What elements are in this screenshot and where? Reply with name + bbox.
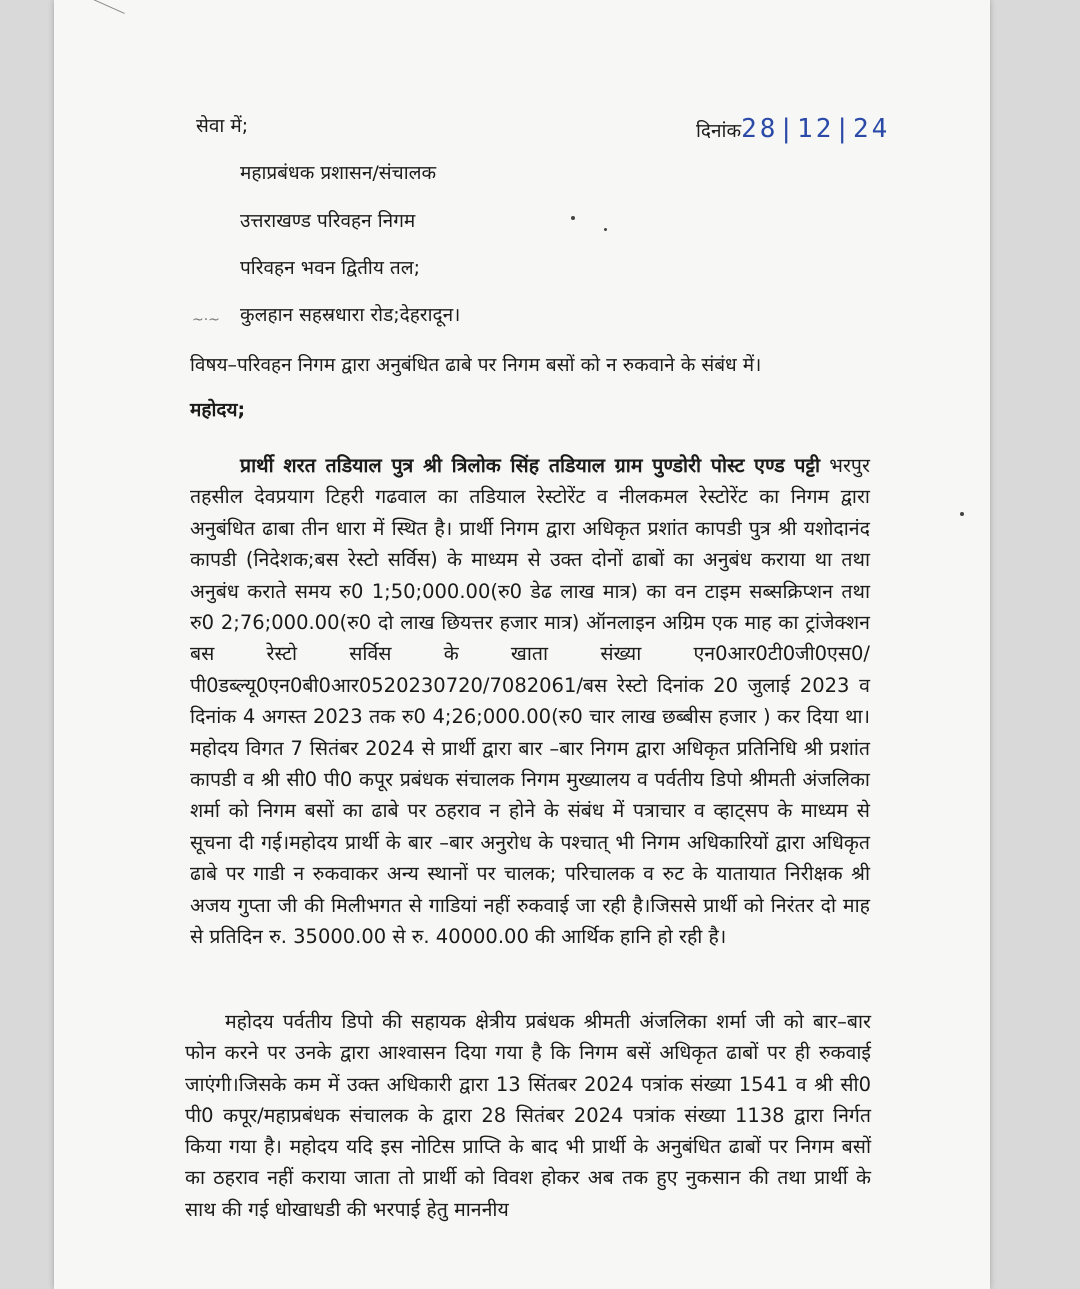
paper-crease (93, 0, 124, 14)
paragraph-1 (190, 450, 870, 953)
letter-page (54, 0, 990, 1289)
greeting: महोदय; (190, 399, 246, 421)
recipient-line-2: उत्तराखण्ड परिवहन निगम (240, 210, 416, 232)
smudge-mark: ~·~ (192, 312, 220, 328)
recipient-line-1: महाप्रबंधक प्रशासन/संचालक (240, 162, 437, 184)
date-block (696, 114, 890, 144)
recipient-line-4: कुलहान सहस्रधारा रोड;देहरादून। (240, 304, 461, 326)
ink-dot (604, 228, 607, 231)
paragraph-1-body: भरपुर तहसील देवप्रयाग टिहरी गढवाल का तडियाल रेस्टोरेंट व नीलकमल रेस्टोरेंट का निगम द्वारा अनुबंधित ढाबा तीन धारा में स्थित है। प्रार्थी निगम द्वारा अधिकृत प्रशांत कापडी पुत्र श्री यशोदानंद कापडी (निदेशक;बस रेस्टो सर्विस) के माध्यम से उक्त दोनों ढाबों का अनुबंध कराया था तथा अनुबंध कराते समय रु0 1;50;000.00(रु0 डेढ लाख मात्र) का वन टाइम सब्सक्रिप्शन तथा रु0 2;76;000.00(रु0 दो लाख छियत्तर हजार मात्र) ऑनलाइन अग्रिम एक माह का ट्रांजेक्शन बस रेस्टो सर्विस के खाता संख्या एन0आर0टी0जी0एस0/पी0डब्ल्यू0एन0बी0आर0520230720/7082061/बस रेस्टो दिनांक 20 जुलाई 2023 व दिनांक 4 अगस्त 2023 तक रु0 4;26;000.00(रु0 चार लाख छब्बीस हजार ) कर दिया था। महोदय विगत 7 सितंबर 2024 से प्रार्थी द्वारा बार –बार निगम द्वारा अधिकृत प्रतिनिधि श्री प्रशांत कापडी व श्री सी0 पी0 कपूर प्रबंधक संचालक निगम मुख्यालय व पर्वतीय डिपो श्रीमती अंजलिका शर्मा को निगम बसों का ढाबे पर ठहराव न होने के संबंध में पत्राचार व व्हाट्सप के माध्यम से सूचना दी गई।महोदय प्रार्थी के बार –बार अनुरोध के पश्चात् भी निगम अधिकारियों द्वारा अधिकृत ढाबे पर गाडी न रुकवाकर अन्य स्थानों पर चालक; परिचालक व रुट के यातायात निरीक्षक श्री अजय गुप्ता जी की मिलीभगत से गाडियां नहीं रुकवाई जा रही है।जिससे प्रार्थी को निरंतर दो माह से प्रतिदिन रु. 35000.00 से रु. 40000.00 की आर्थिक हानि हो रही है। (190, 454, 870, 949)
recipient-line-3: परिवहन भवन द्वितीय तल; (240, 257, 420, 279)
paragraph-2-lead: महोदय (225, 1010, 274, 1033)
salutation-to: सेवा में; (196, 115, 249, 137)
paragraph-2-body: पर्वतीय डिपो की सहायक क्षेत्रीय प्रबंधक श्रीमती अंजलिका शर्मा जी को बार–बार फोन करने पर उनके द्वारा आश्वासन दिया गया है कि निगम बसें अधिकृत ढाबों पर ही रुकवाई जाएंगी।जिसके कम में उक्त अधिकारी द्वारा 13 सिंतबर 2024 पत्रांक संख्या 1541 व श्री सी0 पी0 कपूर/महाप्रबंधक संचालक के द्वारा 28 सितंबर 2024 पत्रांक संख्या 1138 द्वारा निर्गत किया गया है। महोदय यदि इस नोटिस प्राप्ति के बाद भी प्रार्थी के अनुबंधित ढाबों पर निगम बसों का ठहराव नहीं कराया जाता तो प्रार्थी को विवश होकर अब तक हुए नुकसान की तथा प्रार्थी के साथ की गई धोखाधडी की भरपाई हेतु माननीय (185, 1010, 871, 1221)
ink-dot (960, 512, 964, 516)
paragraph-1-lead: प्रार्थी शरत तडियाल पुत्र श्री त्रिलोक सिंह तडियाल ग्राम पुण्डोरी पोस्ट एण्ड पट्टी (240, 454, 821, 477)
ink-dot (571, 216, 575, 220)
handwritten-date: 28|12|24 (741, 114, 891, 144)
subject-line: विषय–परिवहन निगम द्वारा अनुबंधित ढाबे पर निगम बसों को न रुकवाने के संबंध में। (190, 354, 762, 376)
date-label: दिनांक (696, 120, 742, 142)
paragraph-2 (185, 1006, 871, 1225)
